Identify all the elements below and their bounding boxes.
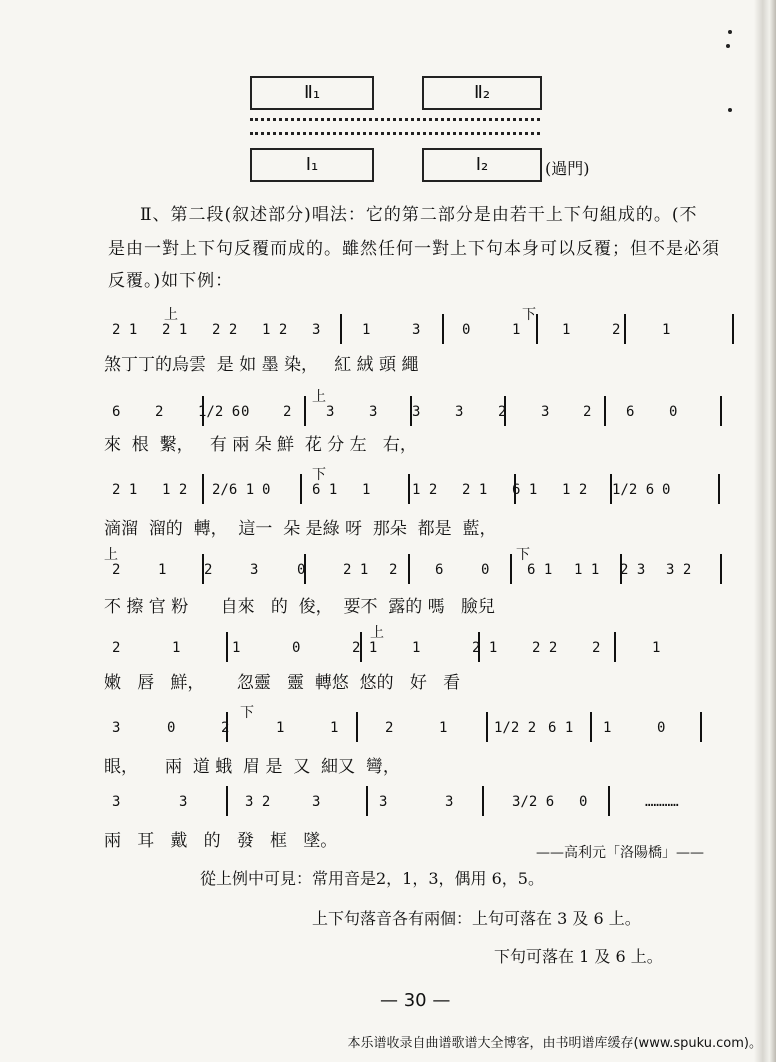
box-II1: Ⅱ₁ — [250, 76, 374, 110]
bar-line — [604, 396, 606, 426]
bar-line — [226, 786, 228, 816]
note: 1 1 — [574, 562, 600, 578]
note: 3 — [312, 794, 321, 810]
note: 0 — [262, 482, 271, 498]
bar-line — [304, 554, 306, 584]
ink-speck — [728, 30, 732, 34]
note: 2 — [389, 562, 398, 578]
note: 2/6 1 — [212, 482, 255, 498]
song-credit: ——高利元「洛陽橋」—— — [536, 845, 704, 861]
bar-line — [356, 712, 358, 742]
note: 3 — [112, 794, 121, 810]
note: 1 — [603, 720, 612, 736]
note: 2 — [385, 720, 394, 736]
note: 1 2 — [562, 482, 588, 498]
source-footer: 本乐谱收录自曲谱歌谱大全博客，由书明谱库缓存(www.spuku.com)。 — [347, 1036, 762, 1051]
note: 3 — [326, 404, 335, 420]
bar-line — [720, 396, 722, 426]
bar-line — [514, 474, 516, 504]
bar-line — [478, 632, 480, 662]
interlude-label: (過門) — [545, 159, 590, 178]
note: 1 — [662, 322, 671, 338]
bar-line — [442, 314, 444, 344]
note: 2 — [498, 404, 507, 420]
note: 3 — [412, 322, 421, 338]
note: 2 1 — [112, 322, 138, 338]
note: 3 — [112, 720, 121, 736]
bar-line — [486, 712, 488, 742]
lyric-line: 眼， 兩 道 蛾 眉 是 又 細又 彎， — [104, 757, 400, 777]
note: 0 — [657, 720, 666, 736]
note: 1 — [412, 640, 421, 656]
dotted-line-bottom — [250, 132, 540, 135]
bar-line — [620, 554, 622, 584]
phrase-mark: 上 — [164, 307, 178, 323]
note: 1 — [652, 640, 661, 656]
note: 2 — [112, 640, 121, 656]
note: 3 2 — [245, 794, 271, 810]
note: 1 2 — [162, 482, 188, 498]
summary-line-1: 從上例中可見：常用音是2，1，3，偶用 6，5。 — [200, 869, 544, 888]
bar-line — [608, 786, 610, 816]
bar-line — [624, 314, 626, 344]
note: 1 2 — [412, 482, 438, 498]
note: 3 — [179, 794, 188, 810]
bar-line — [610, 474, 612, 504]
bar-line — [614, 632, 616, 662]
box-I2: Ⅰ₂ — [422, 148, 542, 182]
note: 2 — [612, 322, 621, 338]
intro-line-3: 反覆。)如下例： — [108, 271, 234, 291]
box-I1: Ⅰ₁ — [250, 148, 374, 182]
ink-speck — [726, 44, 730, 48]
note: 6 1 — [512, 482, 538, 498]
bar-line — [536, 314, 538, 344]
bar-line — [732, 314, 734, 344]
note: 3 — [379, 794, 388, 810]
note: 0 — [669, 404, 678, 420]
note: 6 1 — [548, 720, 574, 736]
bar-line — [408, 554, 410, 584]
bar-line — [226, 632, 228, 662]
note: 1/2 6 — [612, 482, 655, 498]
bar-line — [504, 396, 506, 426]
box-II2: Ⅱ₂ — [422, 76, 542, 110]
note: 0 — [297, 562, 306, 578]
summary-line-3: 下句可落在 1 及 6 上。 — [494, 947, 663, 966]
note: 3 — [455, 404, 464, 420]
bar-line — [590, 712, 592, 742]
note: 1/2 2 — [494, 720, 537, 736]
bar-line — [408, 474, 410, 504]
bar-line — [304, 396, 306, 426]
note: 2 2 — [212, 322, 238, 338]
note: 3 — [412, 404, 421, 420]
note: 1/2 6 — [198, 404, 241, 420]
note: 6 1 — [312, 482, 338, 498]
note: 6 — [626, 404, 635, 420]
book-spine-shadow — [754, 0, 776, 1062]
note: 1 — [172, 640, 181, 656]
bar-line — [202, 396, 204, 426]
note: 6 — [435, 562, 444, 578]
note: 2 — [221, 720, 230, 736]
phrase-mark: 下 — [240, 705, 254, 721]
note: 0 — [292, 640, 301, 656]
phrase-mark: 上 — [370, 625, 384, 641]
intro-line-1: Ⅱ、第二段(叙述部分)唱法：它的第二部分是由若干上下句組成的。(不 — [140, 205, 698, 225]
note: 2 — [283, 404, 292, 420]
note: 1 — [512, 322, 521, 338]
bar-line — [366, 786, 368, 816]
lyric-line: 滴溜 溜的 轉， 這一 朵 是綠 呀 那朵 都是 藍， — [104, 519, 497, 539]
note: 3 — [369, 404, 378, 420]
intro-line-2: 是由一對上下句反覆而成的。雖然任何一對上下句本身可以反覆；但不是必須 — [108, 239, 720, 259]
bar-line — [340, 314, 342, 344]
note: 3 — [312, 322, 321, 338]
page-number: — 30 — — [380, 990, 451, 1011]
note: 1 — [439, 720, 448, 736]
note: 2 1 — [343, 562, 369, 578]
note: 3/2 6 — [512, 794, 555, 810]
note: 0 — [481, 562, 490, 578]
bar-line — [482, 786, 484, 816]
note: 2 — [583, 404, 592, 420]
note: 2 3 — [620, 562, 646, 578]
note: 3 — [250, 562, 259, 578]
lyric-line: 兩 耳 戴 的 發 框 墜。 — [104, 831, 338, 851]
phrase-mark: 下 — [516, 547, 530, 563]
note: 3 2 — [666, 562, 692, 578]
note: 2 — [592, 640, 601, 656]
bar-line — [510, 554, 512, 584]
phrase-mark: 下 — [522, 307, 536, 323]
note: 2 — [204, 562, 213, 578]
summary-line-2: 上下句落音各有兩個：上句可落在 3 及 6 上。 — [312, 909, 641, 928]
bar-line — [360, 632, 362, 662]
bar-line — [720, 554, 722, 584]
lyric-line: 煞丁丁的烏雲 是 如 墨 染， 紅 絨 頭 繩 — [104, 355, 419, 375]
note: 2 1 — [462, 482, 488, 498]
note: ………… — [645, 794, 679, 810]
bar-line — [226, 712, 228, 742]
note: 1 — [276, 720, 285, 736]
bar-line — [718, 474, 720, 504]
bar-line — [202, 554, 204, 584]
note: 2 1 — [112, 482, 138, 498]
note: 0 — [241, 404, 250, 420]
note: 2 1 — [162, 322, 188, 338]
note: 0 — [579, 794, 588, 810]
note: 1 — [232, 640, 241, 656]
note: 2 — [112, 562, 121, 578]
note: 0 — [462, 322, 471, 338]
lyric-line: 來 根 繫， 有 兩 朵 鮮 花 分 左 右， — [104, 435, 417, 455]
lyric-line: 嫩 唇 鮮， 忽靈 靈 轉悠 悠的 好 看 — [104, 673, 461, 693]
note: 3 — [445, 794, 454, 810]
note: 1 — [158, 562, 167, 578]
note: 1 — [330, 720, 339, 736]
bar-line — [700, 712, 702, 742]
note: 1 — [562, 322, 571, 338]
bar-line — [410, 396, 412, 426]
note: 2 2 — [532, 640, 558, 656]
note: 6 — [112, 404, 121, 420]
note: 2 1 — [472, 640, 498, 656]
note: 1 2 — [262, 322, 288, 338]
note: 2 — [155, 404, 164, 420]
ink-speck — [728, 108, 732, 112]
note: 1 — [362, 322, 371, 338]
note: 3 — [541, 404, 550, 420]
phrase-mark: 上 — [104, 547, 118, 563]
lyric-line: 不 擦 官 粉 自來 的 俊， 要不 露的 嗎 臉兒 — [104, 597, 495, 617]
note: 6 1 — [527, 562, 553, 578]
note: 2 1 — [352, 640, 378, 656]
phrase-mark: 上 — [312, 389, 326, 405]
bar-line — [300, 474, 302, 504]
dotted-line-top — [250, 118, 540, 121]
note: 0 — [167, 720, 176, 736]
note: 0 — [662, 482, 671, 498]
phrase-mark: 下 — [312, 467, 326, 483]
bar-line — [202, 474, 204, 504]
note: 1 — [362, 482, 371, 498]
